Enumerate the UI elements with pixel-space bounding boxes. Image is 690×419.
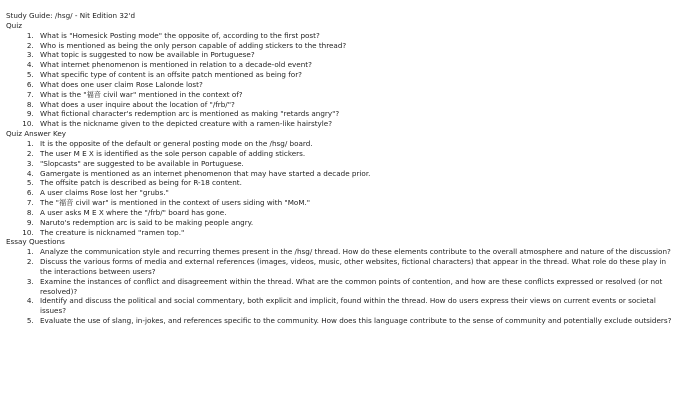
- answer-item: 5. The offsite patch is described as being for R-18 content.: [36, 178, 686, 188]
- answer-key-heading: Quiz Answer Key: [6, 129, 67, 139]
- answer-item: 3. "Slopcasts" are suggested to be available in Portuguese.: [36, 159, 686, 169]
- essay-question: 2. Discuss the various forms of media and external references (images, videos, music, other websites, fictional characters) that appear in the thread. What role do these play in the interactions between users?: [36, 257, 680, 277]
- quiz-question: 8. What does a user inquire about the location of "/frb/"?: [36, 100, 686, 110]
- quiz-question: 7. What is the "福音 civil war" mentioned in the context of?: [36, 90, 686, 100]
- quiz-question: 6. What does one user claim Rose Lalonde lost?: [36, 80, 686, 90]
- answer-item: 4. Gamergate is mentioned as an internet phenomenon that may have started a decade prior.: [36, 169, 686, 179]
- answer-key-list: [6, 139, 686, 237]
- study-guide-document: [6, 11, 686, 326]
- quiz-list: [6, 31, 686, 129]
- answer-item: 2. The user M E X is identified as the sole person capable of adding stickers.: [36, 149, 686, 159]
- answer-item: 1. It is the opposite of the default or general posting mode on the /hsg/ board.: [36, 139, 686, 149]
- essay-question: 3. Examine the instances of conflict and disagreement within the thread. What are the common points of contention, and how are these conflicts expressed or resolved (or not resolved)?: [36, 277, 680, 297]
- essay-list: [6, 247, 686, 326]
- essay-question: 4. Identify and discuss the political and social commentary, both explicit and implicit, found within the thread. How do users express their views on current events or societal issues?: [36, 296, 680, 316]
- quiz-heading: Quiz: [6, 20, 22, 30]
- essay-question: 5. Evaluate the use of slang, in-jokes, and references specific to the community. How does this language contribute to the sense of community and potentially exclude outsiders?: [36, 316, 680, 326]
- quiz-question: 2. Who is mentioned as being the only person capable of adding stickers to the thread?: [36, 41, 686, 51]
- answer-item: 8. A user asks M E X where the "/frb/" board has gone.: [36, 208, 686, 218]
- quiz-question: 1. What is "Homesick Posting mode" the opposite of, according to the first post?: [36, 31, 686, 41]
- quiz-question: 5. What specific type of content is an offsite patch mentioned as being for?: [36, 70, 686, 80]
- essay-question: 1. Analyze the communication style and recurring themes present in the /hsg/ thread. How do these elements contribute to the overall atmosphere and nature of the discussion?: [36, 247, 680, 257]
- answer-item: 9. Naruto's redemption arc is said to be making people angry.: [36, 218, 686, 228]
- quiz-question: 10. What is the nickname given to the depicted creature with a ramen-like hairstyle?: [36, 119, 686, 129]
- quiz-question: 9. What fictional character's redemption arc is mentioned as making "retards angry"?: [36, 109, 686, 119]
- answer-item: 6. A user claims Rose lost her "grubs.": [36, 188, 686, 198]
- document-title: Study Guide: /hsg/ - Nit Edition 32'd: [6, 11, 136, 20]
- essay-heading: Essay Questions: [6, 237, 65, 247]
- answer-item: 10. The creature is nicknamed "ramen top.": [36, 228, 686, 238]
- quiz-question: 4. What internet phenomenon is mentioned in relation to a decade-old event?: [36, 60, 686, 70]
- quiz-question: 3. What topic is suggested to now be available in Portuguese?: [36, 50, 686, 60]
- answer-item: 7. The "福音 civil war" is mentioned in the context of users siding with "MoM.": [36, 198, 686, 208]
